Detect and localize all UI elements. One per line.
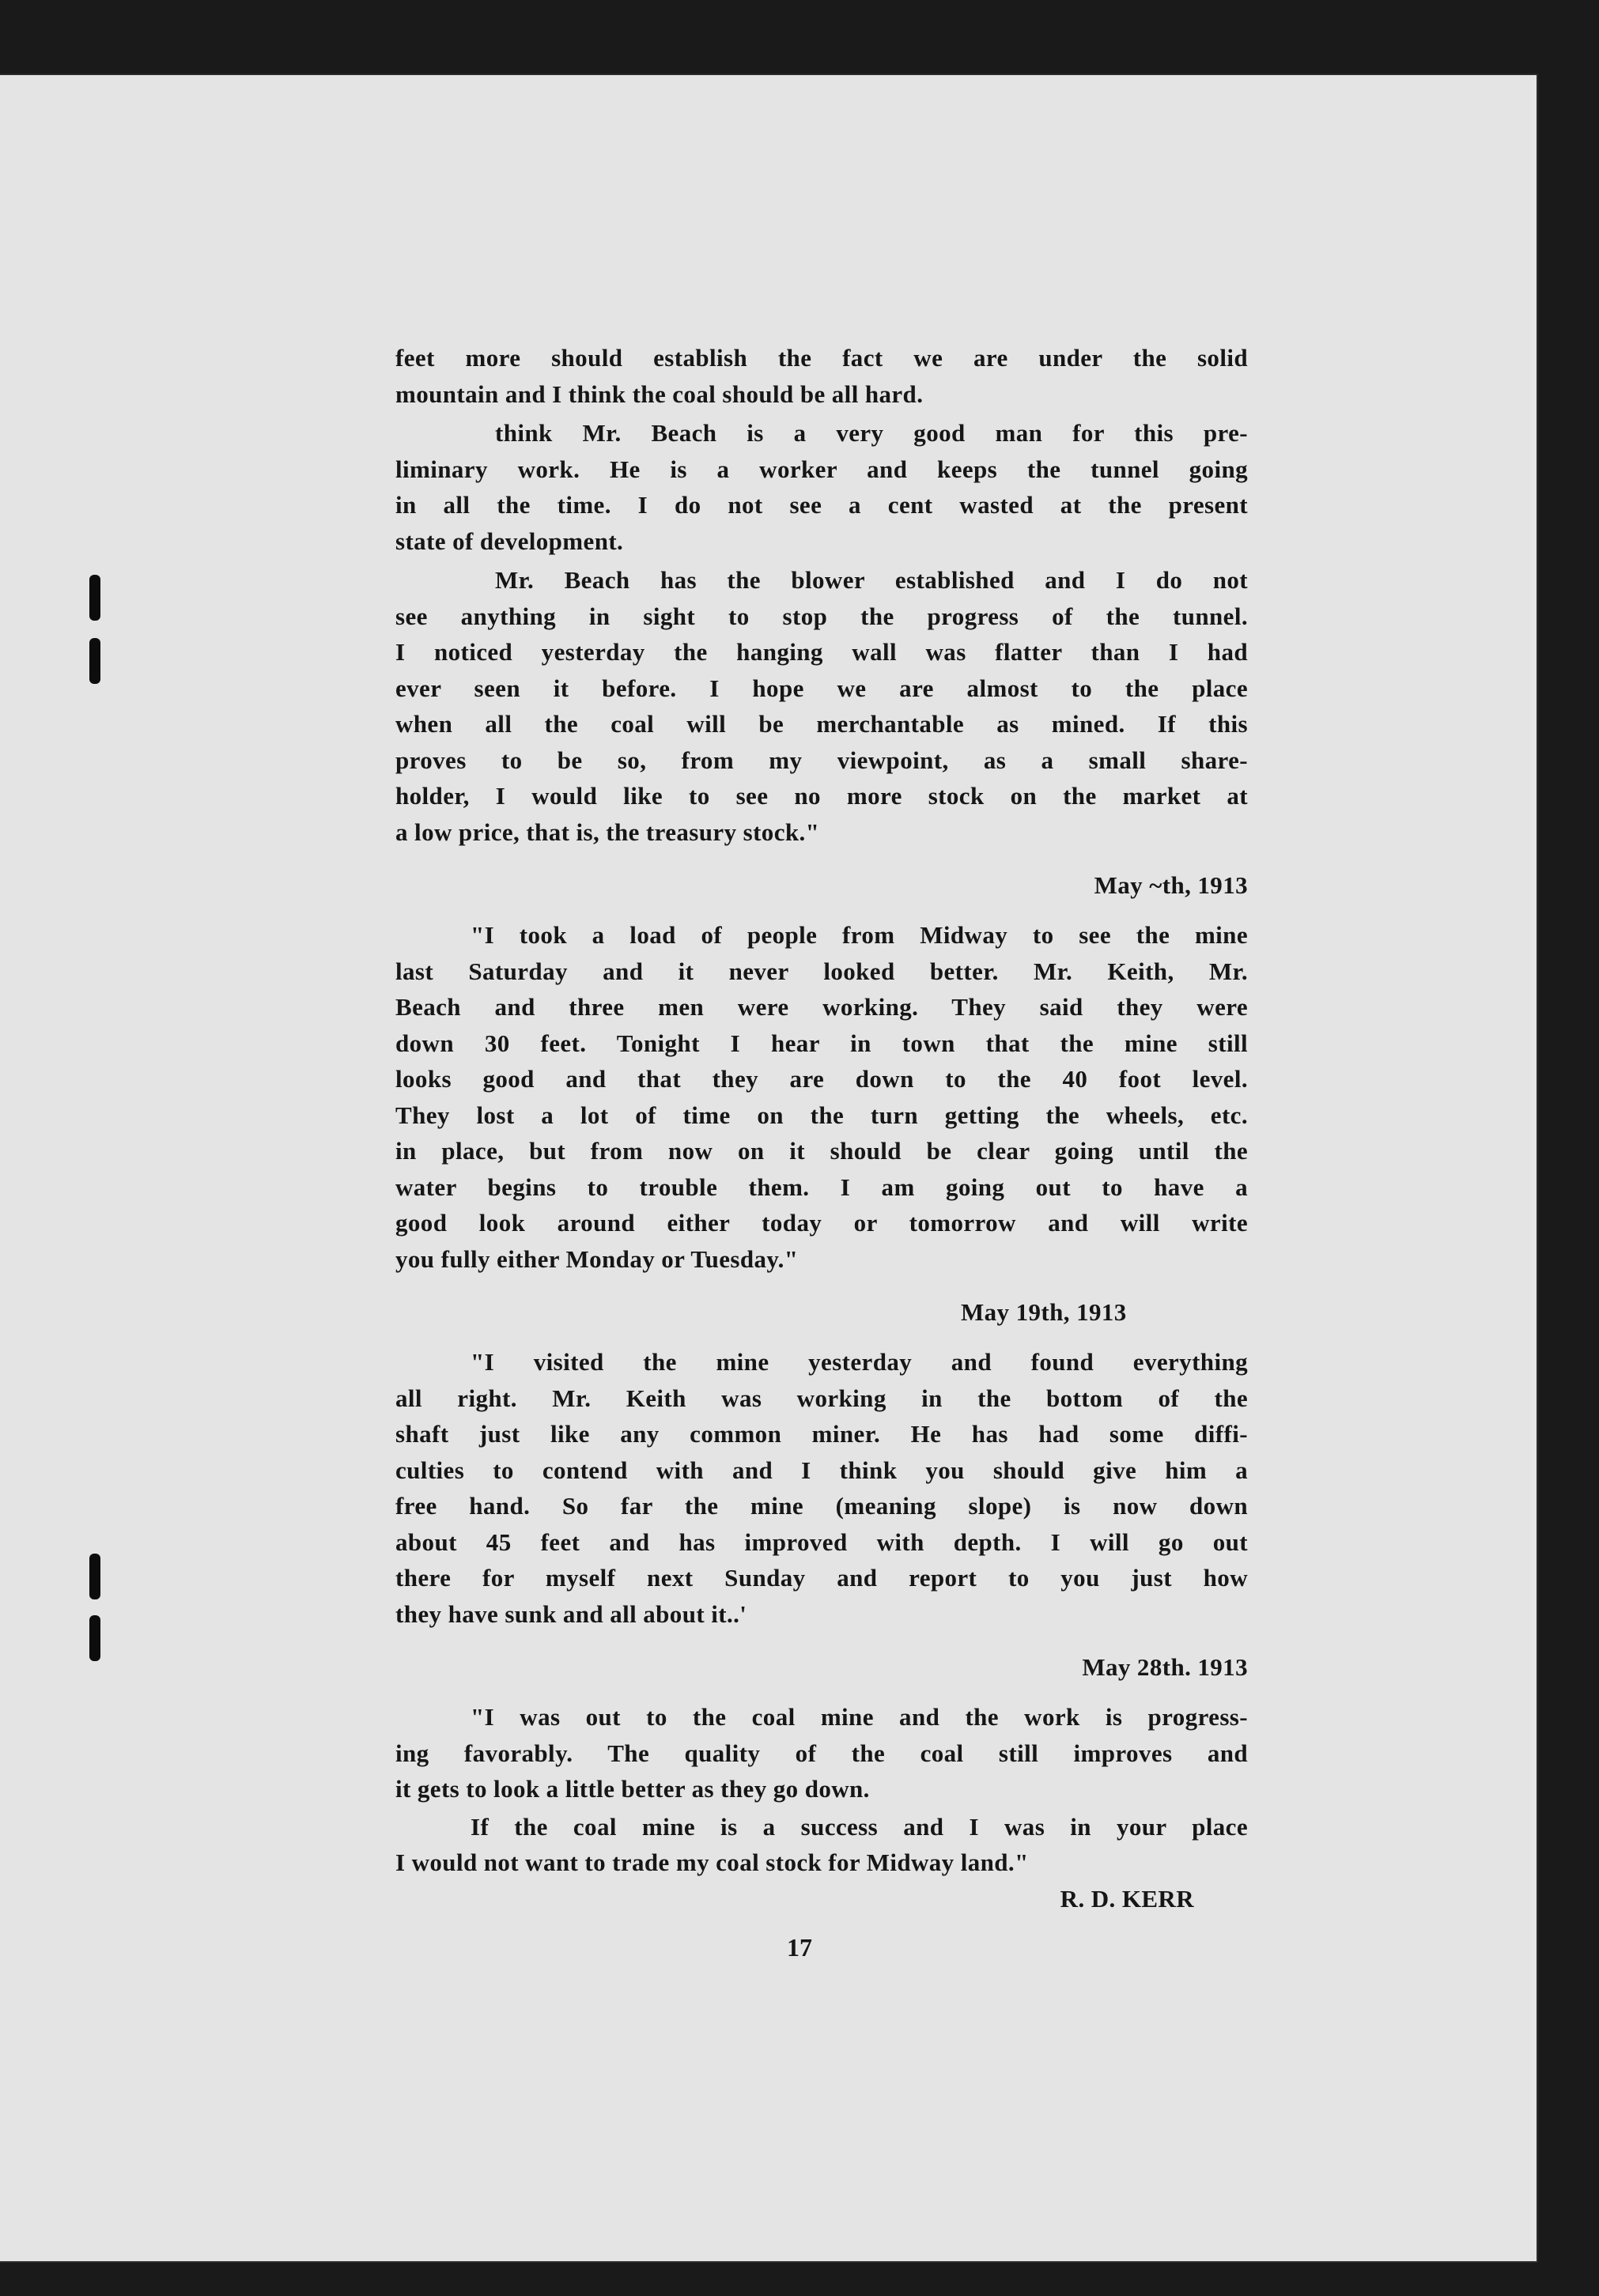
text-line: see anything in sight to stop the progress of the tunnel.	[395, 602, 1248, 630]
text-line: water begins to trouble them. I am going out to have a	[395, 1173, 1248, 1201]
text-line: "I took a load of people from Midway to see the mine	[471, 921, 1248, 949]
text-line: free hand. So far the mine (meaning slope) is now down	[395, 1492, 1248, 1520]
text-line: you fully either Monday or Tuesday."	[395, 1244, 799, 1273]
text-line: I would not want to trade my coal stock for Midway land."	[395, 1849, 1029, 1876]
letter-date: May ~th, 1913	[1094, 871, 1248, 899]
binding-mark	[89, 638, 100, 684]
binding-mark	[89, 575, 100, 621]
text-line: a low price, that is, the treasury stock."	[395, 818, 820, 846]
paragraph	[395, 917, 1248, 1277]
text-line: think Mr. Beach is a very good man for this pre-	[495, 419, 1248, 447]
letter-date: May 19th, 1913	[961, 1298, 1127, 1326]
text-line: down 30 feet. Tonight I hear in town that the mine still	[395, 1029, 1248, 1057]
text-line: in all the time. I do not see a cent wasted at the present	[395, 491, 1248, 519]
text-line: shaft just like any common miner. He has had some diffi-	[395, 1420, 1248, 1448]
text-line: liminary work. He is a worker and keeps the tunnel going	[395, 455, 1248, 483]
text-line: they have sunk and all about it..'	[395, 1599, 747, 1628]
text-line: it gets to look a little better as they go down.	[395, 1775, 870, 1803]
text-line: Mr. Beach has the blower established and I do not	[495, 566, 1248, 594]
text-line: proves to be so, from my viewpoint, as a small share-	[395, 746, 1248, 774]
binding-mark	[89, 1554, 100, 1599]
signature: R. D. KERR	[1060, 1884, 1194, 1913]
paragraph	[395, 415, 1248, 559]
text-line: "I visited the mine yesterday and found everything	[471, 1348, 1248, 1376]
text-line: about 45 feet and has improved with depth. I will go out	[395, 1528, 1248, 1556]
text-line: last Saturday and it never looked better. Mr. Keith, Mr.	[395, 957, 1248, 985]
text-line: "I was out to the coal mine and the work is progress-	[471, 1703, 1248, 1731]
text-line: state of development.	[395, 527, 624, 555]
page-text	[395, 340, 1248, 1916]
text-line: ever seen it before. I hope we are almost to the place	[395, 674, 1248, 702]
text-line: I noticed yesterday the hanging wall was flatter than I had	[395, 638, 1248, 666]
text-line: ing favorably. The quality of the coal still improves and	[395, 1739, 1248, 1767]
text-line: They lost a lot of time on the turn getting the wheels, etc.	[395, 1101, 1248, 1129]
paragraph	[395, 1809, 1248, 1881]
letter-date: May 28th. 1913	[1082, 1653, 1248, 1681]
text-line: looks good and that they are down to the 40 foot level.	[395, 1065, 1248, 1093]
paragraph	[395, 562, 1248, 850]
text-line: holder, I would like to see no more stock on the market at	[395, 782, 1248, 810]
text-line: good look around either today or tomorrow and will write	[395, 1209, 1248, 1237]
text-line: feet more should establish the fact we are under the solid	[395, 344, 1248, 372]
text-line: in place, but from now on it should be clear going until the	[395, 1137, 1248, 1165]
text-line: If the coal mine is a success and I was in your place	[471, 1812, 1248, 1841]
text-line: when all the coal will be merchantable as mined. If this	[395, 710, 1248, 738]
text-line: culties to contend with and I think you should give him a	[395, 1456, 1248, 1484]
binding-mark	[89, 1615, 100, 1661]
paragraph	[395, 340, 1248, 412]
text-line: there for myself next Sunday and report to you just how	[395, 1564, 1248, 1592]
page-number: 17	[787, 1933, 812, 1962]
text-line: mountain and I think the coal should be all hard.	[395, 380, 924, 408]
paragraph	[395, 1344, 1248, 1632]
text-line: Beach and three men were working. They said they were	[395, 993, 1248, 1021]
text-line: all right. Mr. Keith was working in the bottom of the	[395, 1384, 1248, 1412]
paragraph	[395, 1699, 1248, 1807]
